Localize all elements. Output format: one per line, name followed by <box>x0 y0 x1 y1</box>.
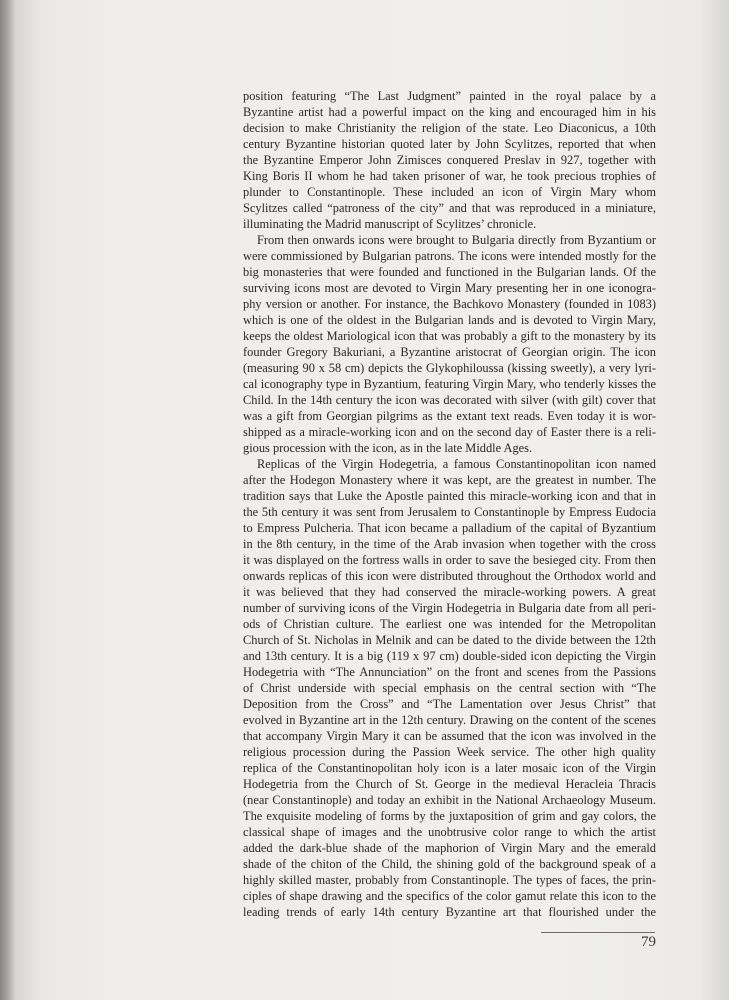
text-line: ods of Christian culture. The earliest one was intended for the Metropolitan <box>243 617 656 631</box>
text-line: tradition says that Luke the Apostle painted this miracle-working icon and that in <box>243 489 656 503</box>
text-line: keeps the oldest Mariological icon that was probably a gift to the monastery by its <box>243 329 656 343</box>
text-line: after the Hodegon Monastery where it was kept, are the greatest in number. The <box>243 473 656 487</box>
text-line: decision to make Christianity the religion of the state. Leo Diaconicus, a 10th <box>243 121 656 135</box>
text-line: the Byzantine Emperor John Zimisces conquered Preslav in 927, together with <box>243 153 656 167</box>
text-line: evolved in Byzantine art in the 12th century. Drawing on the content of the scenes <box>243 713 656 727</box>
text-line: From then onwards icons were brought to Bulgaria directly from Byzantium or <box>257 233 656 247</box>
text-line: that accompany Virgin Mary it can be assumed that the icon was involved in the <box>243 729 656 743</box>
text-line: phy version or another. For instance, the Bachkovo Monastery (founded in 1083) <box>243 297 656 311</box>
text-line: shipped as a miracle-working icon and on the second day of Easter there is a reli- <box>243 425 656 439</box>
text-line: Replicas of the Virgin Hodegetria, a famous Constantinopolitan icon named <box>257 457 656 471</box>
text-line: the 5th century it was sent from Jerusalem to Constantinople by Empress Eudocia <box>243 505 656 519</box>
page-number: 79 <box>641 934 656 950</box>
text-line: onwards replicas of this icon were distributed throughout the Orthodox world and <box>243 569 656 583</box>
body-text <box>243 88 656 920</box>
text-line: plunder to Constantinople. These included an icon of Virgin Mary whom <box>243 185 656 199</box>
text-line: century Byzantine historian quoted later by John Scylitzes, reported that when <box>243 137 656 151</box>
text-line: to Empress Pulcheria. That icon became a palladium of the capital of Byzantium <box>243 521 656 535</box>
footer-rule <box>541 932 655 933</box>
text-line: highly skilled master, probably from Constantinople. The types of faces, the prin- <box>243 873 656 887</box>
text-line: were commissioned by Bulgarian patrons. The icons were intended mostly for the <box>243 249 656 263</box>
text-line: illuminating the Madrid manuscript of Scylitzes’ chronicle. <box>243 217 537 231</box>
text-line: was a gift from Georgian pilgrims as the extant text reads. Even today it is wor- <box>243 409 656 423</box>
text-line: Church of St. Nicholas in Melnik and can be dated to the divide between the 12th <box>243 633 656 647</box>
text-line: (measuring 90 x 58 cm) depicts the Glykophiloussa (kissing sweetly), a very lyri- <box>243 361 656 375</box>
text-line: cal iconography type in Byzantium, featuring Virgin Mary, who tenderly kisses the <box>243 377 656 391</box>
text-line: position featuring “The Last Judgment” painted in the royal palace by a <box>243 89 656 103</box>
text-line: of Christ underside with special emphasis on the central section with “The <box>243 681 656 695</box>
text-line: number of surviving icons of the Virgin Hodegetria in Bulgaria date from all peri- <box>243 601 656 615</box>
text-line: Scylitzes called “patroness of the city” and that was reproduced in a miniature, <box>243 201 656 215</box>
text-line: leading trends of early 14th century Byzantine art that flourished under the <box>243 905 656 919</box>
text-line: founder Gregory Bakuriani, a Byzantine aristocrat of Georgian origin. The icon <box>243 345 656 359</box>
spine-shadow <box>0 0 16 1000</box>
text-line: ciples of shape drawing and the specifics of the color gamut relate this icon to the <box>243 889 656 903</box>
text-line: added the dark-blue shade of the maphorion of Virgin Mary and the emerald <box>243 841 656 855</box>
text-line: replica of the Constantinopolitan holy icon is a later mosaic icon of the Virgin <box>243 761 656 775</box>
text-line: The exquisite modeling of forms by the juxtaposition of grim and gay colors, the <box>243 809 656 823</box>
text-line: classical shape of images and the unobtrusive color range to which the artist <box>243 825 656 839</box>
text-line: Deposition from the Cross” and “The Lamentation over Jesus Christ” that <box>243 697 656 711</box>
text-line: big monasteries that were founded and functioned in the Bulgarian lands. Of the <box>243 265 656 279</box>
text-line: and 13th century. It is a big (119 x 97 cm) double-sided icon depicting the Virgin <box>243 649 656 663</box>
text-line: King Boris II whom he had taken prisoner of war, he took precious trophies of <box>243 169 656 183</box>
text-line: (near Constantinople) and today an exhibit in the National Archaeology Museum. <box>243 793 656 807</box>
text-line: which is one of the oldest in the Bulgarian lands and is devoted to Virgin Mary, <box>243 313 656 327</box>
text-line: it was believed that they had conserved the miracle-working powers. A great <box>243 585 656 599</box>
text-line: surviving icons most are devoted to Virgin Mary presenting her in one iconogra- <box>243 281 656 295</box>
text-line: shade of the chiton of the Child, the shining gold of the background speak of a <box>243 857 656 871</box>
text-line: gious procession with the icon, as in the late Middle Ages. <box>243 441 533 455</box>
text-line: Hodegetria with “The Annunciation” on the front and scenes from the Passions <box>243 665 656 679</box>
text-line: in the 8th century, in the time of the Arab invasion when together with the cross <box>243 537 656 551</box>
text-line: religious procession during the Passion Week service. The other high quality <box>243 745 656 759</box>
text-line: Hodegetria from the Church of St. George in the medieval Heracleia Thracis <box>243 777 656 791</box>
text-line: Byzantine artist had a powerful impact on the king and encouraged him in his <box>243 105 656 119</box>
text-line: it was displayed on the fortress walls in order to save the besieged city. From then <box>243 553 656 567</box>
text-line: Child. In the 14th century the icon was decorated with silver (with gilt) cover that <box>243 393 656 407</box>
